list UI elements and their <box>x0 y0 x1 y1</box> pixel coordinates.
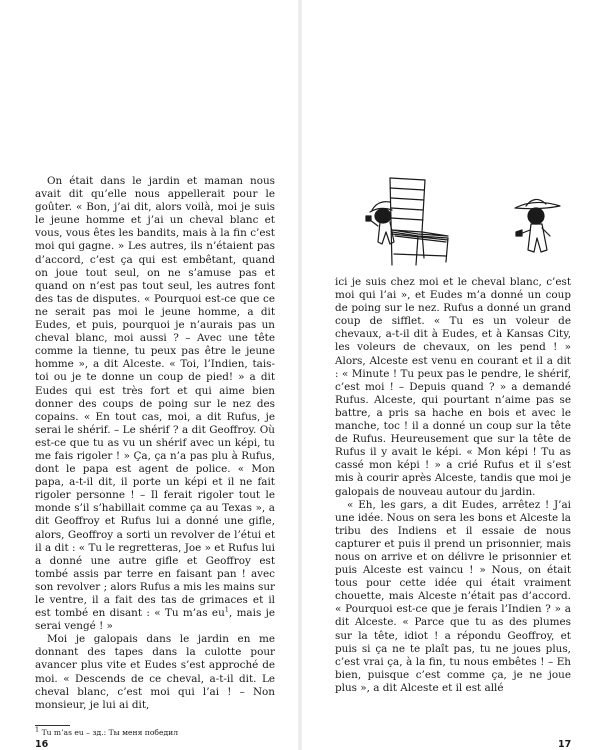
footnote-text: Tu m’as eu – зд.: Ты меня победил <box>41 728 179 737</box>
right-page-body <box>335 276 571 695</box>
footnote <box>35 725 275 737</box>
footnote-divider <box>35 725 70 726</box>
boy-behind-chair-icon <box>366 202 394 244</box>
chair-icon <box>390 178 448 265</box>
chair-and-two-boys-drawing-icon <box>350 170 570 270</box>
right-paragraph-1: ici je suis chez moi et le cheval blanc, c’est moi qui l’ai », et Eudes m’a donné un coup de poing sur le nez. Rufus a donné un grand coup de sifflet. « Tu es un voleur de chevaux, a-t-il dit à Eudes, et à Kansas City, les voleurs de chevaux, on les pend ! » Alors, Alceste est venu en courant et il a dit : « Minute ! Tu peux pas le pendre, le shérif, c’est moi ! – Depuis quand ? » a demandé Rufus. Alceste, qui pourtant n’aime pas se battre, a pris sa hache en bois et avec le manche, toc ! il a donné un coup sur la tête de Rufus. Heureusement que sur la tête de Rufus il y avait le képi. « Mon képi ! Tu as cassé mon képi ! » a crié Rufus et il s’est mis à courir après Alceste, tandis que moi je galopais de nouveau autour du jardin. <box>335 276 571 498</box>
right-paragraph-2: « Eh, les gars, a dit Eudes, arrêtez ! J’ai une idée. Nous on sera les bons et Alceste la tribu des Indiens et il essaie de nous capturer et puis il prend un prisonnier, mais nous on arrive et on délivre le prisonnier et puis Alceste est vaincu ! » Nous, on était tous pour cette idée qui était vraiment chouette, mais Alceste n’était pas d’accord. « Pourquoi est-ce que je ferais l’Indien ? » a dit Alceste. « Parce que tu as des plumes sur la tête, idiot ! a répondu Geoffroy, et puis si ça ne te plaît pas, tu ne joues plus, c’est vrai ça, à la fin, tu nous embêtes ! – Eh bien, puisque c’est comme ça, je ne joue plus », a dit Alceste et il est allé <box>335 498 571 694</box>
left-page-body <box>35 175 275 712</box>
page-number-right: 17 <box>558 739 572 750</box>
cowboy-boy-icon <box>515 199 560 252</box>
left-paragraph-2: Moi je galopais dans le jardin en me donnant des tapes dans la culotte pour avancer plus vite et Eudes s’est approché de moi. « Descends de ce cheval, a-t-il dit. Le cheval blanc, c’est moi qui l’ai ! – Non monsieur, je lui ai dit, <box>35 633 275 711</box>
footnote-mark: 1 <box>35 725 40 734</box>
page-number-left: 16 <box>35 739 49 750</box>
right-page <box>300 0 600 750</box>
footnote-reference: 1 <box>224 605 229 614</box>
left-paragraph-1: On était dans le jardin et maman nous avait dit qu’elle nous appellerait pour le goûter. « Bon, j’ai dit, alors voilà, moi je suis le jeune homme et j’ai un cheval blanc et vous, vous êtes les bandits, mais à la fin c’est moi qui gagne. » Les autres, ils n’étaient pas d’accord, c’est ça qui est embêtant, quand on joue tout seul, on ne s’amuse pas et quand on n’est pas tout seul, les autres font des tas de disputes. « Pourquoi est-ce que ce ne serait pas moi le jeune homme, a dit Eudes, et puis, pourquoi je n’aurais pas un cheval blanc, moi aussi ? – Avec une tête comme la tienne, tu peux pas être le jeune homme », a dit Alceste. « Toi, l’Indien, tais-toi ou je te donne un coup de pied! » a dit Eudes qui est très fort et qui aime bien donner des coups de poing sur le nez des copains. « En tout cas, moi, a dit Rufus, je serai le shérif. – Le shérif ? a dit Geoffroy. Où est-ce que tu as vu un shérif avec un képi, tu me fais rigoler ! » Ça, ça n’a pas plu à Rufus, dont le papa est agent de police. « Mon papa, a-t-il dit, il porte un képi et il ne fait rigoler personne ! – Il ferait rigoler tout le monde s’il s’habillait comme ça au Texas », a dit Geoffroy et Rufus lui a donné une gifle, alors, Geoffroy a sorti un revolver de l’étui et il a dit : « Tu le regretteras, Joe » et Rufus lui a donné une autre gifle et Geoffroy est tombé assis par terre en faisant pan ! avec son revolver ; alors Rufus a mis les mains sur le ventre, il a fait des tas de grimaces et il est tombé en disant : « Tu m’as $eu^1$, mais je serai vengé ! » <box>35 175 276 633</box>
